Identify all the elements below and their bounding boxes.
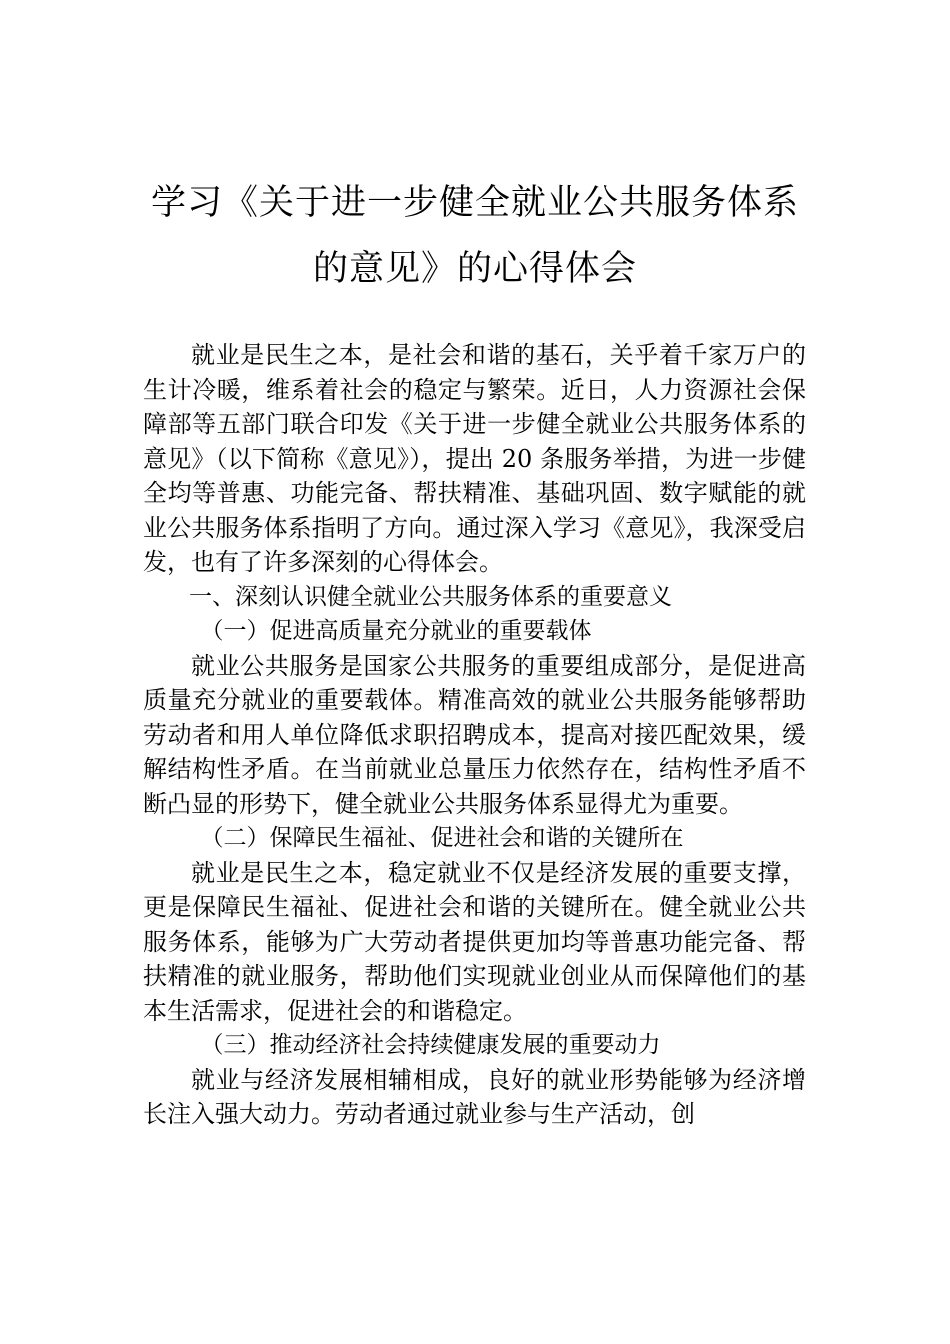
title-line-2: 的意见》的心得体会: [312, 249, 637, 289]
section-1-heading: 一、深刻认识健全就业公共服务体系的重要意义: [189, 583, 672, 610]
subsection-2-paragraph: 就业是民生之本，稳定就业不仅是经济发展的重要支撑，更是保障民生福祉、促进社会和谐的关键所在。健全就业公共服务体系，能够为广大劳动者提供更加均等普惠功能完备、帮扶精准的就业服务，帮助他们实现就业创业从而保障他们的基本生活需求，促进社会的和谐稳定。: [143, 858, 806, 1025]
title-line-1: 学习《关于进一步健全就业公共服务体系: [150, 183, 799, 223]
subsection-3-heading: （三）推动经济社会持续健康发展的重要动力: [200, 1032, 661, 1058]
subsection-2-heading: （二）保障民生福祉、促进社会和谐的关键所在: [200, 825, 684, 851]
document-body: [143, 338, 806, 1132]
intro-paragraph: 就业是民生之本，是社会和谐的基石，关乎着千家万户的生计冷暖，维系着社会的稳定与繁荣。近日，人力资源社会保障部等五部门联合印发《关于进一步健全就业公共服务体系的意见》（以下简称《意见》），提出 20 条服务举措，为进一步健全均等普惠、功能完备、帮扶精准、基础巩固、数字赋能的就业公共服务体系指明了方向。通过深入学习《意见》，我深受启发，也有了许多深刻的心得体会。: [143, 341, 806, 576]
subsection-1-paragraph: 就业公共服务是国家公共服务的重要组成部分，是促进高质量充分就业的重要载体。精准高效的就业公共服务能够帮助劳动者和用人单位降低求职招聘成本，提高对接匹配效果，缓解结构性矛盾。在当前就业总量压力依然存在，结构性矛盾不断凸显的形势下，健全就业公共服务体系显得尤为重要。: [143, 651, 806, 818]
subsection-1-heading: （一）促进高质量充分就业的重要载体: [200, 618, 592, 644]
subsection-3-paragraph: 就业与经济发展相辅相成，良好的就业形势能够为经济增长注入强大动力。劳动者通过就业参与生产活动，创: [143, 1065, 806, 1128]
document-title: [100, 170, 850, 302]
